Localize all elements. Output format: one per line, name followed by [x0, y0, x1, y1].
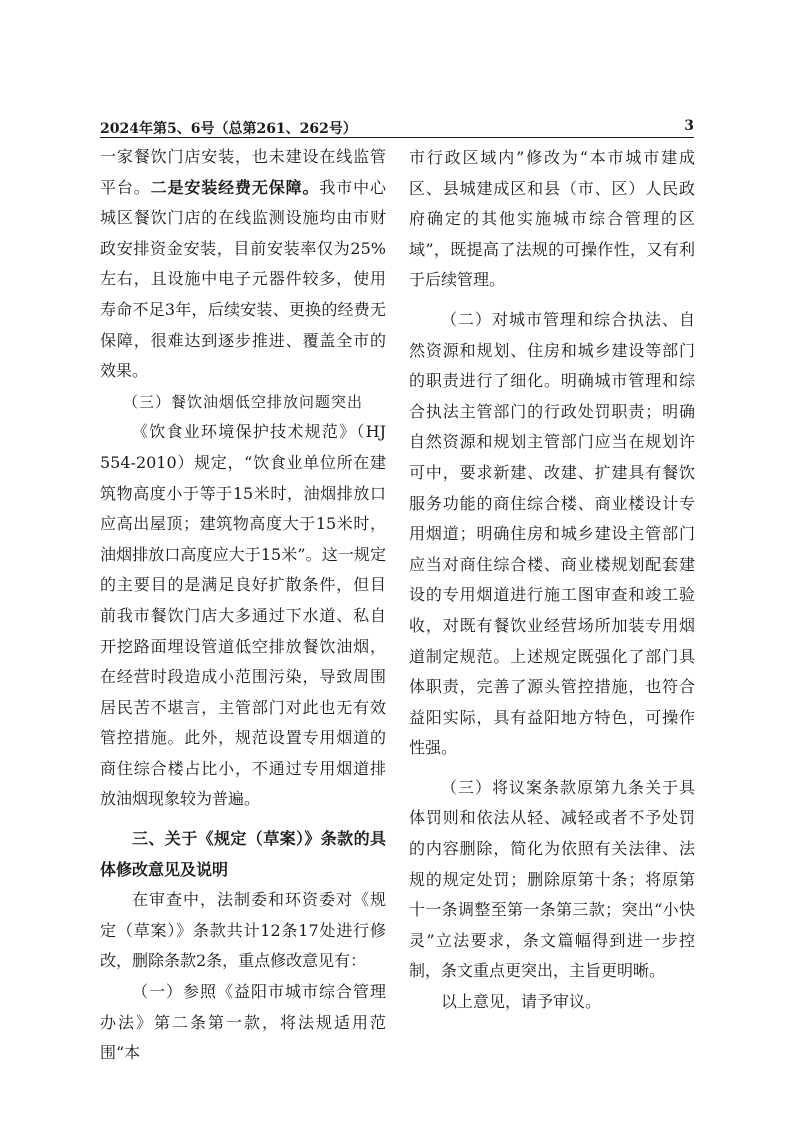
paragraph-regulation: 《饮食业环境保护技术规范》（HJ 554-2010）规定，“饮食业单位所在建筑物高度小于等于15米时，油烟排放口应高出屋顶；建筑物高度大于15米时，油烟排放口高度应大于15米”。这一规定的主要目的是满足良好扩散条件，但目前我市餐饮门店大多通过下水道、私自开挖路面埋设管道低空排放餐饮油烟，在经营时段造成小范围污染，导致周围居民苦不堪言，主管部门对此也无有效管控措施。此外，规范设置专用烟道的商住综合楼占比小，不通过专用烟道排放油烟现象较为普遍。 — [100, 422, 386, 809]
paragraph-text: 一家餐饮门店安装，也未建设在线监管平台。 — [100, 147, 386, 197]
paragraph-review: 在审查中，法制委和环资委对《规定（草案）》条款共计12条17处进行修改，删除条款2条，重点修改意见有： — [100, 890, 386, 971]
page-number: 3 — [684, 118, 694, 134]
bold-phrase: 二是安装经费无保障。 — [150, 177, 320, 197]
paragraph-item-2: （二）对城市管理和综合执法、自然资源和规划、住房和城乡建设等部门的职责进行了细化。明确城市管理和综合执法主管部门的行政处罚职责；明确自然资源和规划主管部门应当在规划许可中，要求新建、改建、扩建具有餐饮服务功能的商住综合楼、商业楼设计专用烟道；明确住房和城乡建设主管部门应当对商住综合楼、商业楼规划配套建设的专用烟道进行施工图审查和竣工验收，对既有餐饮业经营场所加装专用烟道制定规范。上述规定既强化了部门具体职责，完善了源头管控措施，也符合益阳实际，具有益阳地方特色，可操作性强。 — [409, 309, 695, 758]
header-divider — [100, 137, 694, 138]
paragraph-item-1: （一）参照《益阳市城市综合管理办法》第二条第一款，将法规适用范围“本 — [100, 982, 386, 1063]
paragraph-closing: 以上意见，请予审议。 — [441, 992, 602, 1012]
issue-label: 2024年第5、6号（总第261、262号） — [100, 121, 357, 137]
spacer — [100, 815, 386, 824]
paragraph-item-1-cont: 市行政区域内”修改为“本市城市建成区、县城建成区和县（市、区）人民政府确定的其他实施城市综合管理的区域”，既提高了法规的可操作性，又有利于后续管理。 — [409, 148, 695, 290]
paragraph-funding — [100, 142, 386, 387]
left-column — [100, 142, 386, 1069]
page-header — [100, 118, 694, 138]
paragraph-text: 我市中心城区餐饮门店的在线监测设施均由市财政安排资金安装，目前安装率仅为25%左右，且设施中电子元器件较多，使用寿命不足3年，后续安装、更换的经费无保障，很难达到逐步推进、覆盖全市的效果。 — [100, 177, 386, 381]
right-column — [409, 143, 695, 1018]
paragraph-item-3: （三）将议案条款原第九条关于具体罚则和依法从轻、减轻或者不予处罚的内容删除，简化为依照有关法律、法规的规定处罚；删除原第十条；将原第十一条调整至第一条第三款；突出“小快灵”立法要求，条文篇幅得到进一步控制，条文重点更突出，主旨更明晰。 — [409, 777, 695, 981]
section-heading: 三、关于《规定（草案）》条款的具体修改意见及说明 — [100, 829, 386, 879]
spacer — [409, 764, 695, 773]
subheading-low-emission: （三）餐饮油烟低空排放问题突出 — [122, 392, 363, 411]
spacer — [409, 296, 695, 305]
